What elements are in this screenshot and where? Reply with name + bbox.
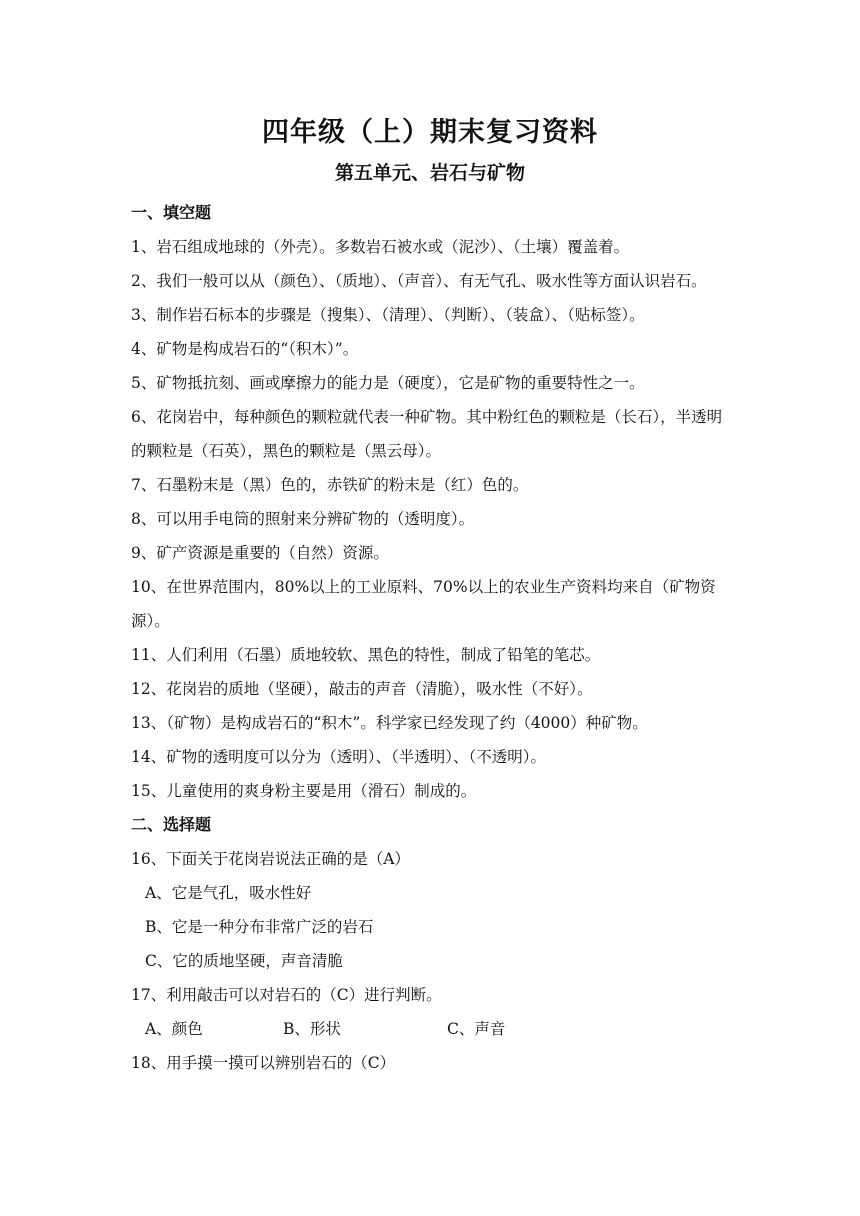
question-3: 3、制作岩石标本的步骤是（搜集）、（清理）、（判断）、（装盒）、（贴标签）。 <box>131 306 645 324</box>
question-15: 15、儿童使用的爽身粉主要是用（滑石）制成的。 <box>131 782 477 800</box>
document-subtitle: 第五单元、岩石与矿物 <box>334 162 525 184</box>
question-8: 8、可以用手电筒的照射来分辨矿物的（透明度）。 <box>131 510 475 528</box>
section-heading-multiple-choice: 二、选择题 <box>131 815 212 834</box>
question-16-option-b: B、它是一种分布非常广泛的岩石 <box>145 918 374 936</box>
question-13: 13、（矿物）是构成岩石的“积木”。科学家已经发现了约（4000）种矿物。 <box>131 714 648 732</box>
section-heading-fill-in: 一、填空题 <box>131 203 212 222</box>
question-1: 1、岩石组成地球的（外壳）。多数岩石被水或（泥沙）、（土壤）覆盖着。 <box>131 238 630 256</box>
question-12: 12、花岗岩的质地（坚硬），敲击的声音（清脆），吸水性（不好）。 <box>131 680 593 698</box>
question-17-option-b: B、形状 <box>283 1020 341 1038</box>
question-2: 2、我们一般可以从（颜色）、（质地）、（声音）、有无气孔、吸水性等方面认识岩石。 <box>131 272 707 290</box>
question-16: 16、下面关于花岗岩说法正确的是（A） <box>131 850 410 868</box>
question-17: 17、利用敲击可以对岩石的（C）进行判断。 <box>131 986 442 1004</box>
question-18: 18、用手摸一摸可以辨别岩石的（C） <box>131 1054 396 1072</box>
question-14: 14、矿物的透明度可以分为（透明）、（半透明）、（不透明）。 <box>131 748 546 766</box>
document-title: 四年级（上）期末复习资料 <box>262 117 598 148</box>
question-9: 9、矿产资源是重要的（自然）资源。 <box>131 544 389 562</box>
document-body <box>131 196 731 1080</box>
question-10: 10、在世界范围内，80%以上的工业原料、70%以上的农业生产资料均来自（矿物资源）。 <box>131 578 716 630</box>
question-16-option-c: C、它的质地坚硬，声音清脆 <box>145 952 343 970</box>
question-17-option-a: A、颜色 <box>145 1020 203 1038</box>
question-7: 7、石墨粉末是（黑）色的，赤铁矿的粉末是（红）色的。 <box>131 476 529 494</box>
question-11: 11、人们利用（石墨）质地较软、黑色的特性，制成了铅笔的笔芯。 <box>131 646 601 664</box>
question-4: 4、矿物是构成岩石的“（积木）”。 <box>131 340 359 358</box>
question-17-option-c: C、声音 <box>447 1020 506 1038</box>
question-16-option-a: A、它是气孔，吸水性好 <box>145 884 312 902</box>
question-6: 6、花岗岩中，每种颜色的颗粒就代表一种矿物。其中粉红色的颗粒是（长石），半透明的颗粒是（石英），黑色的颗粒是（黑云母）。 <box>131 408 723 460</box>
question-5: 5、矿物抵抗刻、画或摩擦力的能力是（硬度），它是矿物的重要特性之一。 <box>131 374 645 392</box>
question-17-options <box>131 1012 731 1046</box>
